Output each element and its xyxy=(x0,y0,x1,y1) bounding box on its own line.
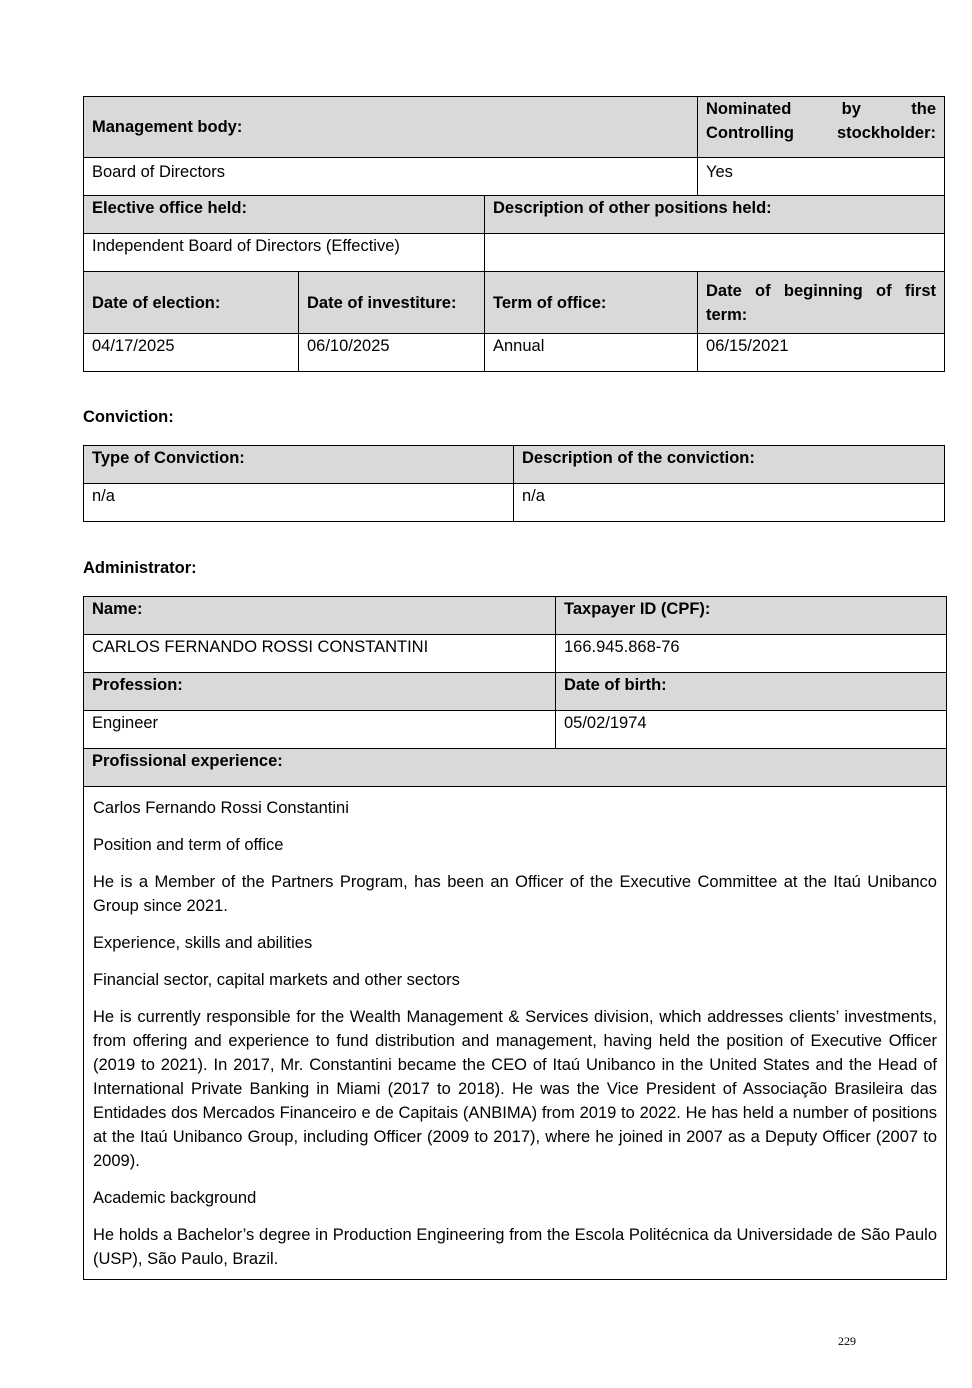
date-of-election-value: 04/17/2025 xyxy=(84,334,299,372)
first-term-label: Date of beginning of first term: xyxy=(698,272,945,334)
conviction-type-label: Type of Conviction: xyxy=(84,446,514,484)
experience-paragraph: He is currently responsible for the Wealth Management & Services division, which addresses clients’ investments, from offering and experience to fund distribution and management, having held the position of Executive Officer (2019 to 2021). In 2017, Mr. Constantini became the CEO of Itaú Unibanco in the United States and the Head of International Private Banking in Miami (2017 to 2018). He was the Vice President of Associação Brasileira das Entidades dos Mercados Financeiro e de Capitais (ANBIMA) from 2019 to 2022. He has held a number of positions at the Itaú Unibanco Group, including Officer (2009 to 2017), where he joined in 2007 as a Deputy Officer (2007 to 2009). xyxy=(93,1008,937,1170)
experience-paragraph: Experience, skills and abilities xyxy=(93,934,313,952)
experience-paragraph: Academic background xyxy=(93,1189,257,1207)
cpf-value: 166.945.868-76 xyxy=(556,635,947,673)
other-positions-label: Description of other positions held: xyxy=(485,196,945,234)
nominated-label: Nominated by the Controlling stockholder: xyxy=(698,97,945,158)
experience-paragraph: Position and term of office xyxy=(93,836,284,854)
experience-paragraph: Financial sector, capital markets and other sectors xyxy=(93,971,460,989)
management-body-value: Board of Directors xyxy=(84,158,698,196)
other-positions-value xyxy=(485,234,945,272)
experience-body xyxy=(84,787,947,1280)
term-of-office-label: Term of office: xyxy=(485,272,698,334)
first-term-value: 06/15/2021 xyxy=(698,334,945,372)
administrator-table xyxy=(83,596,947,1280)
experience-paragraph: Carlos Fernando Rossi Constantini xyxy=(93,799,349,817)
cpf-label: Taxpayer ID (CPF): xyxy=(556,597,947,635)
management-body-label: Management body: xyxy=(84,97,698,158)
name-value: CARLOS FERNANDO ROSSI CONSTANTINI xyxy=(84,635,556,673)
birth-date-label: Date of birth: xyxy=(556,673,947,711)
conviction-description-label: Description of the conviction: xyxy=(514,446,945,484)
name-label: Name: xyxy=(84,597,556,635)
conviction-heading: Conviction: xyxy=(83,408,174,426)
experience-label: Profissional experience: xyxy=(84,749,947,787)
date-of-election-label: Date of election: xyxy=(84,272,299,334)
experience-paragraph: He is a Member of the Partners Program, has been an Officer of the Executive Committee at the Itaú Unibanco Group since 2021. xyxy=(93,873,937,915)
date-of-investiture-value: 06/10/2025 xyxy=(299,334,485,372)
elective-office-label: Elective office held: xyxy=(84,196,485,234)
page-number: 229 xyxy=(838,1334,856,1348)
administrator-heading: Administrator: xyxy=(83,559,197,577)
conviction-table xyxy=(83,445,945,522)
profession-label: Profession: xyxy=(84,673,556,711)
experience-paragraph: He holds a Bachelor’s degree in Production Engineering from the Escola Politécnica da Universidade de São Paulo (USP), São Paulo, Brazil. xyxy=(93,1226,937,1268)
nominated-value: Yes xyxy=(698,158,945,196)
term-of-office-value: Annual xyxy=(485,334,698,372)
conviction-description-value: n/a xyxy=(514,484,945,522)
date-of-investiture-label: Date of investiture: xyxy=(299,272,485,334)
profession-value: Engineer xyxy=(84,711,556,749)
management-table xyxy=(83,96,945,372)
elective-office-value: Independent Board of Directors (Effective) xyxy=(84,234,485,272)
birth-date-value: 05/02/1974 xyxy=(556,711,947,749)
conviction-type-value: n/a xyxy=(84,484,514,522)
